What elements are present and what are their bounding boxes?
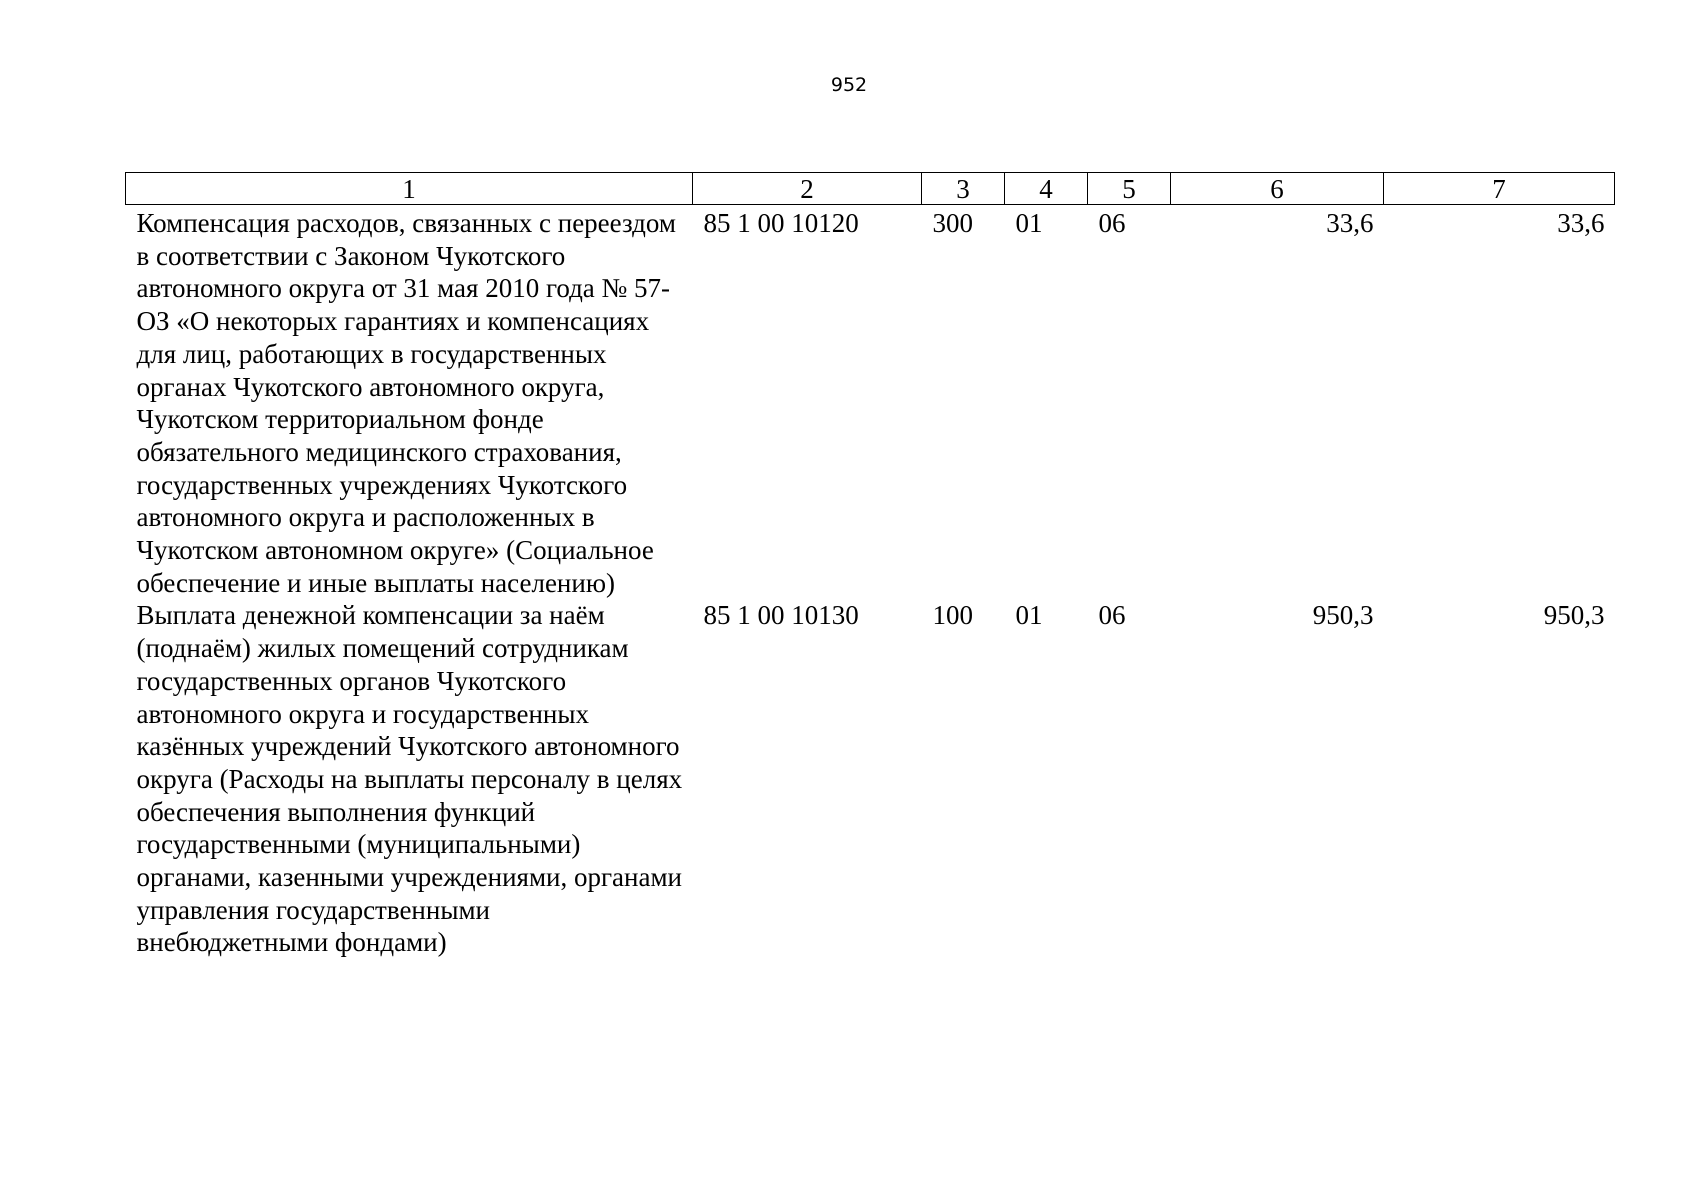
header-col-1: 1 (126, 173, 693, 205)
row-col-4: 01 (1015, 600, 1043, 631)
row-col-5: 06 (1098, 208, 1126, 238)
header-col-3: 3 (922, 173, 1005, 205)
header-col-2: 2 (693, 173, 922, 205)
row-name: Выплата денежной компенсации за наём (поднаём) жилых помещений сотрудникам государственных органов Чукотского автономного округа и государственных казённых учреждений Чукотского автономного округа (Расходы на выплаты персоналу в целях обеспечения выполнения функций государственными (муниципальными) органами, казенными учреждениями, органами управления государственными внебюджетными фондами) (136, 600, 683, 958)
budget-table (125, 172, 1615, 959)
row-col-4: 01 (1015, 208, 1043, 238)
header-col-4: 4 (1005, 173, 1088, 205)
table-row (126, 205, 1615, 600)
row-col-3: 300 (932, 208, 973, 238)
table-header (126, 173, 1615, 205)
row-col-6: 950,3 (1312, 600, 1374, 631)
row-col-5: 06 (1098, 600, 1126, 631)
table-row (126, 599, 1615, 959)
row-code: 85 1 00 10120 (703, 208, 859, 238)
table-body (126, 205, 1615, 960)
header-col-6: 6 (1171, 173, 1384, 205)
page-number: 952 (830, 74, 868, 96)
row-col-7: 33,6 (1557, 208, 1605, 238)
row-col-6: 33,6 (1326, 208, 1374, 238)
row-col-3: 100 (932, 600, 973, 631)
row-col-7: 950,3 (1543, 600, 1605, 631)
header-row (126, 173, 1615, 205)
row-code: 85 1 00 10130 (703, 600, 859, 631)
header-col-5: 5 (1088, 173, 1171, 205)
row-name: Компенсация расходов, связанных с переездом в соответствии с Законом Чукотского автономного округа от 31 мая 2010 года № 57-ОЗ «О некоторых гарантиях и компенсациях для лиц, работающих в государственных органах Чукотского автономного округа, Чукотском территориальном фонде обязательного медицинского страхования, государственных учреждениях Чукотского автономного округа и расположенных в Чукотском автономном округе» (Социальное обеспечение и иные выплаты населению) (136, 208, 676, 598)
header-col-7: 7 (1384, 173, 1615, 205)
